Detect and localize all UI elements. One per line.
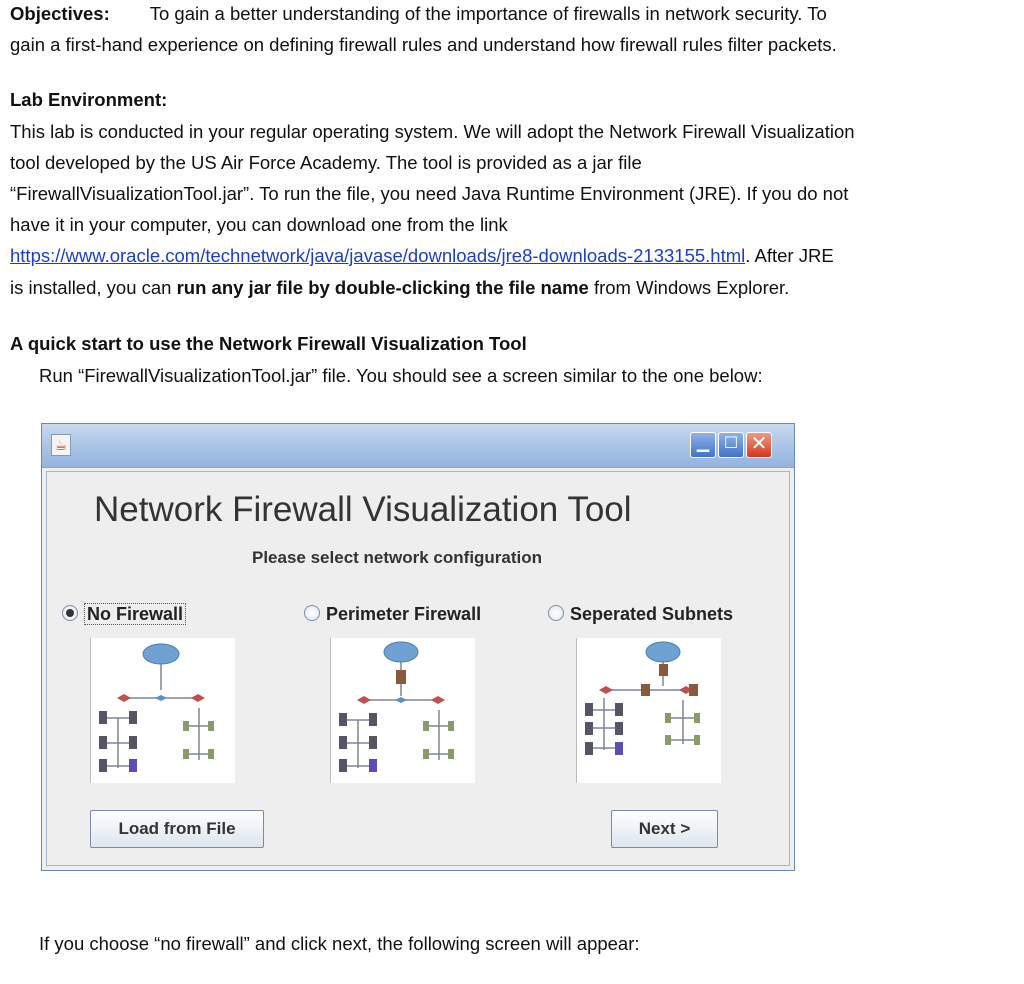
- radio-perimeter-firewall-label: Perimeter Firewall: [326, 604, 482, 624]
- radio-perimeter-firewall[interactable]: [304, 604, 481, 630]
- radio-separated-subnets-label: Seperated Subnets: [570, 604, 734, 624]
- radio-no-firewall[interactable]: [62, 604, 186, 630]
- separated-subnets-diagram: [576, 638, 721, 783]
- lab-text-4: have it in your computer, you can download one from the link: [10, 214, 508, 235]
- radio-selected-icon[interactable]: [62, 605, 78, 621]
- lab-text-3: “FirewallVisualizationTool.jar”. To run the file, you need Java Runtime Environment (JRE). If you do not: [10, 183, 849, 204]
- maximize-button[interactable]: ☐: [718, 432, 744, 458]
- radio-unselected-icon[interactable]: [548, 605, 564, 621]
- radio-separated-subnets[interactable]: [548, 604, 733, 630]
- jre-download-link[interactable]: https://www.oracle.com/technetwork/java/javase/downloads/jre8-downloads-2133155.html: [10, 245, 746, 266]
- window-titlebar[interactable]: [42, 424, 794, 468]
- no-firewall-diagram: [90, 638, 235, 783]
- lab-text-6-bold: run any jar file by double-clicking the file name: [176, 277, 589, 298]
- objectives-label: Objectives:: [10, 3, 110, 24]
- lab-text-6-post: from Windows Explorer.: [588, 277, 790, 298]
- close-button[interactable]: ✕: [746, 432, 772, 458]
- java-icon: ☕: [51, 434, 71, 456]
- radio-unselected-icon[interactable]: [304, 605, 320, 621]
- lab-environment-heading: Lab Environment:: [10, 89, 168, 110]
- lab-text-6-pre: is installed, you can: [10, 277, 177, 298]
- lab-text-1: This lab is conducted in your regular operating system. We will adopt the Network Firewall Visualization: [10, 121, 855, 142]
- lab-text-2: tool developed by the US Air Force Academy. The tool is provided as a jar file: [10, 152, 642, 173]
- perimeter-firewall-diagram: [330, 638, 475, 783]
- lab-text-5: [10, 240, 834, 271]
- lab-text-5-after: . After JRE: [745, 245, 834, 266]
- lab-text-6: [10, 272, 789, 303]
- closing-text: If you choose “no firewall” and click next, the following screen will appear:: [39, 933, 640, 954]
- objectives-text-1: To gain a better understanding of the importance of firewalls in network security. To: [149, 3, 827, 24]
- minimize-button[interactable]: ▁: [690, 432, 716, 458]
- app-title: Network Firewall Visualization Tool: [94, 490, 632, 529]
- load-from-file-button[interactable]: Load from File: [90, 810, 264, 848]
- config-prompt: Please select network configuration: [252, 548, 543, 567]
- quickstart-heading: A quick start to use the Network Firewall Visualization Tool: [10, 333, 527, 354]
- quickstart-text: Run “FirewallVisualizationTool.jar” file. You should see a screen similar to the one below:: [39, 365, 763, 386]
- objectives-paragraph: [10, 0, 827, 29]
- radio-no-firewall-label: No Firewall: [84, 603, 186, 625]
- next-button[interactable]: Next >: [611, 810, 718, 848]
- firewall-tool-window: [41, 423, 795, 871]
- objectives-text-2: gain a first-hand experience on defining firewall rules and understand how firewall rules filter packets.: [10, 34, 837, 55]
